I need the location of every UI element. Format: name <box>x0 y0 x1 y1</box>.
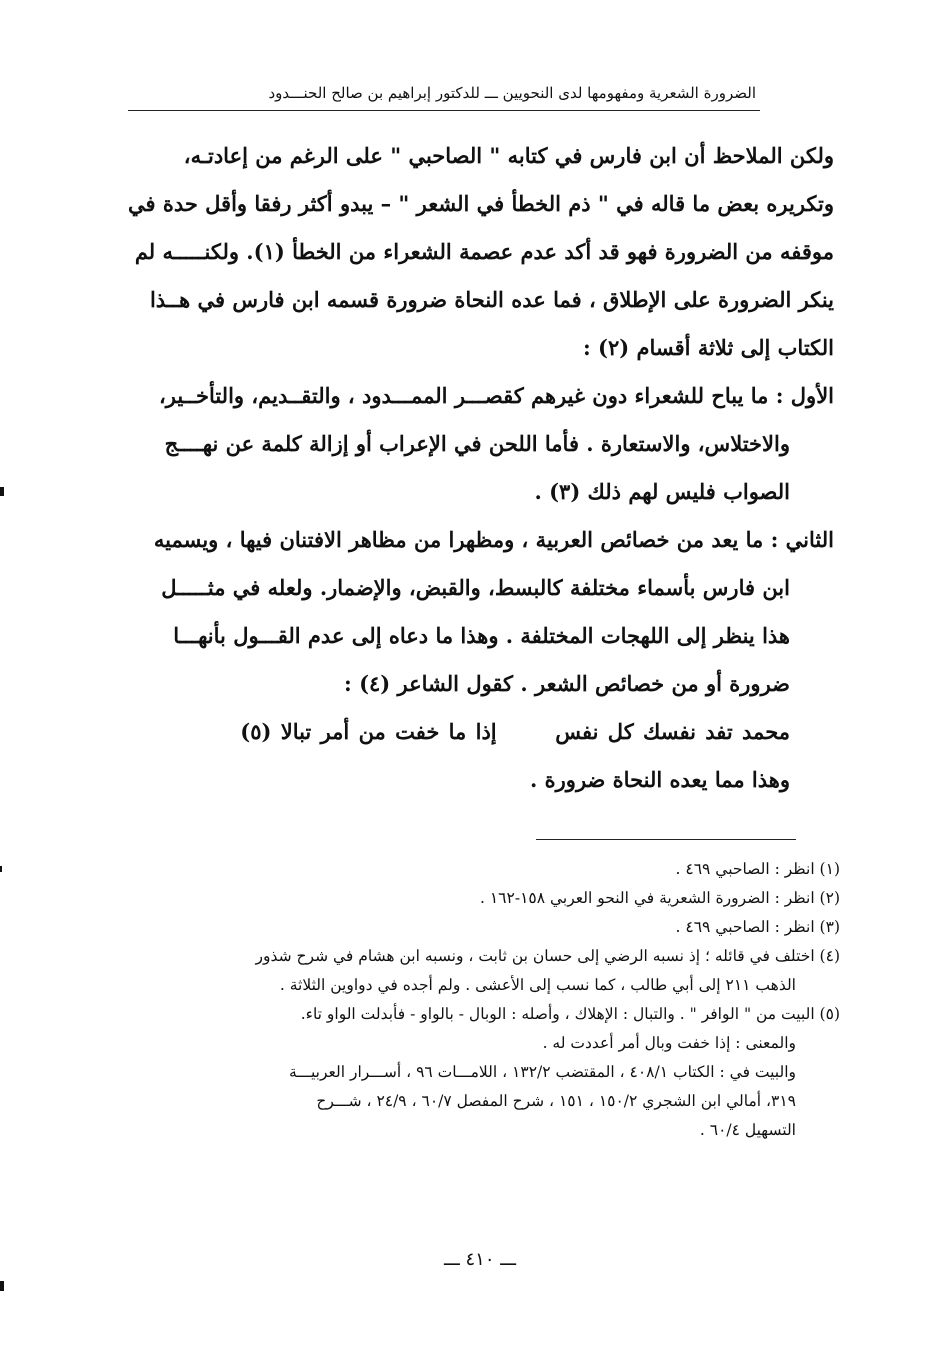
footnote-line: والبيت في : الكتاب ٤٠٨/١ ، المقتضب ١٣٢/٢ ، اللامـــات ٩٦ ، أســـرار العربيـــة <box>289 1063 796 1081</box>
page-number: ـــ ٤١٠ ـــ <box>443 1249 517 1270</box>
footnote-line: (٤) اختلف في قائله ؛ إذ نسبه الرضي إلى حسان بن ثابت ، ونسبه ابن هشام في شرح شذور <box>255 947 840 965</box>
text-line: الكتاب إلى ثلاثة أقسام (٢) : <box>582 335 834 360</box>
footnote-line: (٥) البيت من " الوافر " . والتبال : الإهلاك ، وأصله : الوبال - بالواو - فأبدلت الواو تاء. <box>300 1005 840 1023</box>
text-line: ينكر الضرورة على الإطلاق ، فما عده النحاة ضرورة قسمه ابن فارس في هــذا <box>149 287 834 312</box>
footnote-line: الذهب ٢١١ إلى أبي طالب ، كما نسب إلى الأعشى . ولم أجده في دواوين الثلاثة . <box>279 976 796 994</box>
text-line: ضرورة أو من خصائص الشعر . كقول الشاعر (٤) : <box>344 671 790 696</box>
footnote-line: والمعنى : إذا خفت وبال أمر أعددت له . <box>542 1034 796 1052</box>
paragraph-first-category <box>124 372 834 516</box>
running-header: الضرورة الشعرية ومفهومها لدى النحويين ـــ للدكتور إبراهيم بن صالح الحنـــدود <box>268 84 756 102</box>
main-text <box>124 132 834 804</box>
verse-first-hemistich: محمد تفد نفسك كل نفس <box>555 719 790 744</box>
scan-mark <box>0 866 2 872</box>
footnote-line: (١) انظر : الصاحبي ٤٦٩ . <box>675 860 840 878</box>
footnotes <box>118 855 840 1145</box>
closing-sentence: وهذا مما يعده النحاة ضرورة . <box>530 767 790 792</box>
text-line: وتكريره بعض ما قاله في " ذم الخطأ في الشعر " – يبدو أكثر رفقا وأقل حدة في <box>127 191 834 216</box>
footnote-2 <box>118 884 840 913</box>
text-line: الصواب فليس لهم ذلك (٣) . <box>534 479 790 504</box>
footnote-separator <box>536 839 796 840</box>
footnote-line: (٣) انظر : الصاحبي ٤٦٩ . <box>675 918 840 936</box>
scan-mark <box>0 1281 4 1291</box>
paragraph-intro <box>124 132 834 372</box>
text-line: ابن فارس بأسماء مختلفة كالبسط، والقبض، والإضمار. ولعله في مثـــــل <box>161 575 790 600</box>
text-line: هذا ينظر إلى اللهجات المختلفة . وهذا ما دعاه إلى عدم القـــول بأنهـــا <box>173 623 790 648</box>
footnote-line: التسهيل ٦٠/٤ . <box>699 1121 796 1139</box>
header-rule <box>128 110 760 111</box>
verse-second-hemistich: إذا ما خفت من أمر تبالا (٥) <box>240 719 497 744</box>
paragraph-second-category <box>124 516 834 708</box>
scan-mark <box>0 487 4 496</box>
poetry-verse <box>124 708 834 756</box>
text-line: والاختلاس، والاستعارة . فأما اللحن في الإعراب أو إزالة كلمة عن نهــــج <box>164 431 790 456</box>
text-line: موقفه من الضرورة فهو قد أكد عدم عصمة الشعراء من الخطأ (١). ولكنـــــه لم <box>134 239 834 264</box>
footnote-4 <box>118 942 840 1000</box>
footnote-line: (٢) انظر : الضرورة الشعرية في النحو العربي ١٥٨-١٦٢ . <box>479 889 840 907</box>
footnote-5 <box>118 1000 840 1145</box>
text-line: ولكن الملاحظ أن ابن فارس في كتابه " الصاحبي " على الرغم من إعادتـه، <box>183 143 834 168</box>
footnote-line: ٣١٩، أمالي ابن الشجري ١٥٠/٢ ، ١٥١ ، شرح المفصل ٦٠/٧ ، ٢٤/٩ ، شـــرح <box>316 1092 796 1110</box>
footnote-1 <box>118 855 840 884</box>
text-line: الأول : ما يباح للشعراء دون غيرهم كقصـــر الممـــدود ، والتقــديم، والتأخــير، <box>158 383 834 408</box>
footnote-3 <box>118 913 840 942</box>
text-line: الثاني : ما يعد من خصائص العربية ، ومظهرا من مظاهر الافتنان فيها ، ويسميه <box>153 527 834 552</box>
